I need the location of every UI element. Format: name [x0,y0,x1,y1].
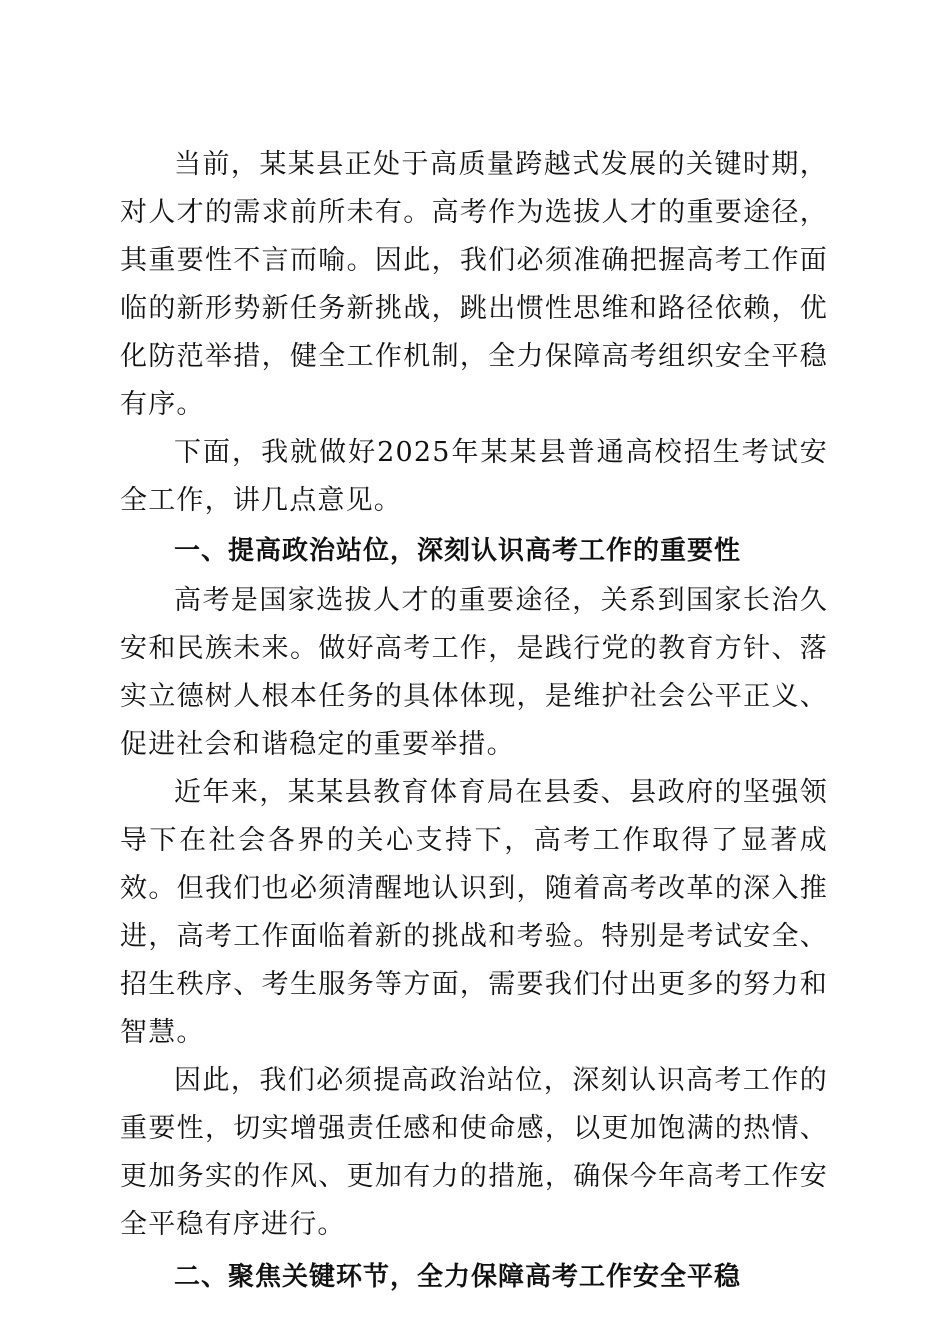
intro-paragraph: 下面，我就做好2025年某某县普通高校招生考试安全工作，讲几点意见。 [120,437,828,516]
body-paragraph: 因此，我们必须提高政治站位，深刻认识高考工作的重要性，切实增强责任感和使命感，以更加饱满的热情、更加务实的作风、更加有力的措施，确保今年高考工作安全平稳有序进行。 [120,1065,828,1240]
body-paragraph: 近年来，某某县教育体育局在县委、县政府的坚强领导下在社会各界的关心支持下，高考工作取得了显著成效。但我们也必须清醒地认识到，随着高考改革的深入推进，高考工作面临着新的挑战和考验。特别是考试安全、招生秩序、考生服务等方面，需要我们付出更多的努力和智慧。 [120,777,828,1048]
section-heading: 二、聚焦关键环节，全力保障高考工作安全平稳 [174,1262,742,1292]
document-body [120,141,828,1301]
body-paragraph: 高考是国家选拔人才的重要途径，关系到国家长治久安和民族未来。做好高考工作，是践行党的教育方针、落实立德树人根本任务的具体体现，是维护社会公平正义、促进社会和谐稳定的重要举措。 [120,585,828,760]
intro-paragraph: 当前，某某县正处于高质量跨越式发展的关键时期，对人才的需求前所未有。高考作为选拔人才的重要途径，其重要性不言而喻。因此，我们必须准确把握高考工作面临的新形势新任务新挑战，跳出惯性思维和路径依赖，优化防范举措，健全工作机制，全力保障高考组织安全平稳有序。 [120,149,828,420]
section-heading: 一、提高政治站位，深刻认识高考工作的重要性 [174,536,742,566]
